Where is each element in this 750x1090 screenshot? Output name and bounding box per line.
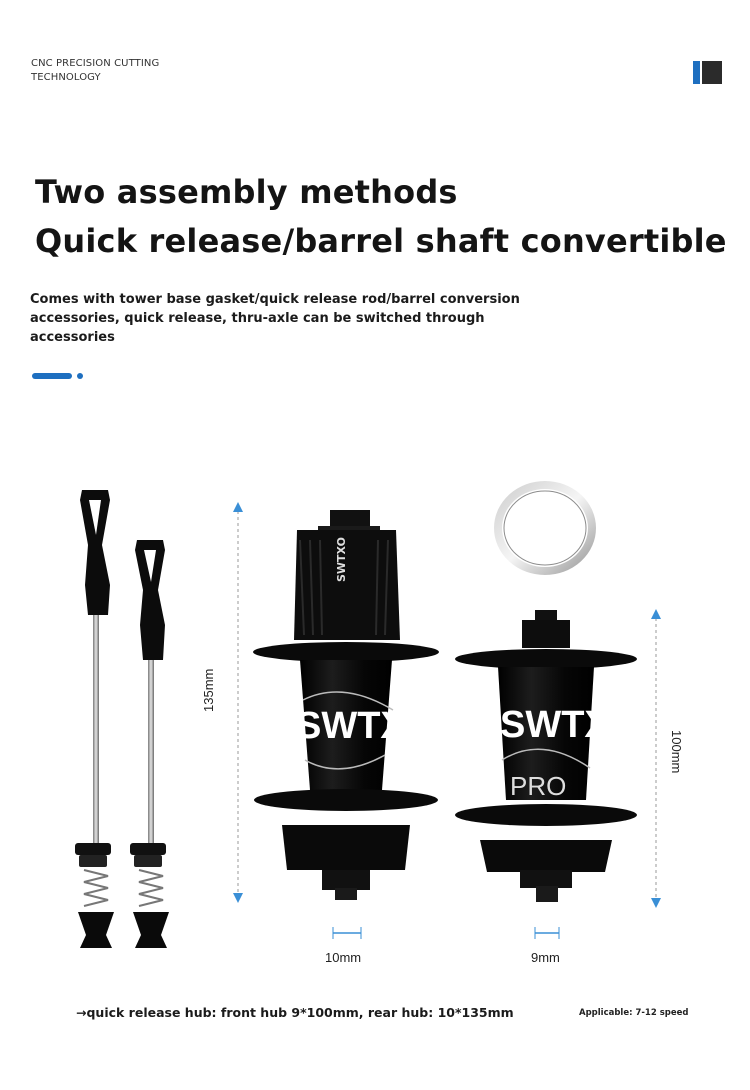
rear-hub-height-label: 135mm <box>201 668 216 712</box>
kicker-text <box>31 57 159 85</box>
corner-mark-blue-block <box>693 61 700 84</box>
front-hub-height-dimension <box>651 609 684 908</box>
page-title <box>35 168 727 266</box>
applicable-speed-note: Applicable: 7-12 speed <box>579 1008 689 1018</box>
accent-dot <box>77 373 83 379</box>
quick-release-skewer-long <box>75 490 114 948</box>
description-line-2: accessories, quick release, thru-axle can be switched through accessories <box>30 311 485 345</box>
front-axle-dimension <box>531 927 560 965</box>
spec-note: →quick release hub: front hub 9*100mm, rear hub: 10*135mm <box>76 1005 514 1020</box>
front-hub-logo: SWTXO <box>500 704 640 746</box>
front-axle-label: 9mm <box>531 950 560 965</box>
rear-hub <box>253 510 439 900</box>
rear-hub-height-dimension <box>201 502 243 903</box>
front-hub-pro-text: PRO <box>510 771 567 801</box>
rear-hub-logo: SWTXO <box>296 705 436 747</box>
description-line-1: Comes with tower base gasket/quick release rod/barrel conversion <box>30 292 520 307</box>
front-hub <box>455 610 639 902</box>
rear-axle-label: 10mm <box>325 950 362 965</box>
corner-mark-dark-block <box>702 61 722 84</box>
product-illustration <box>0 470 750 970</box>
kicker-line-2: TECHNOLOGY <box>31 72 101 83</box>
corner-brand-mark <box>693 61 722 84</box>
front-hub-height-label: 100mm <box>669 730 684 774</box>
description <box>30 290 570 347</box>
title-line-2: Quick release/barrel shaft convertible <box>35 222 727 260</box>
quick-release-skewer-short <box>130 540 169 948</box>
kicker-line-1: CNC PRECISION CUTTING <box>31 58 160 69</box>
accent-bar <box>32 373 72 379</box>
rear-axle-dimension <box>325 927 361 965</box>
rear-hub-cassette-logo: SWTXO <box>335 537 348 582</box>
spacer-ring <box>498 485 592 571</box>
title-line-1: Two assembly methods <box>35 173 458 211</box>
